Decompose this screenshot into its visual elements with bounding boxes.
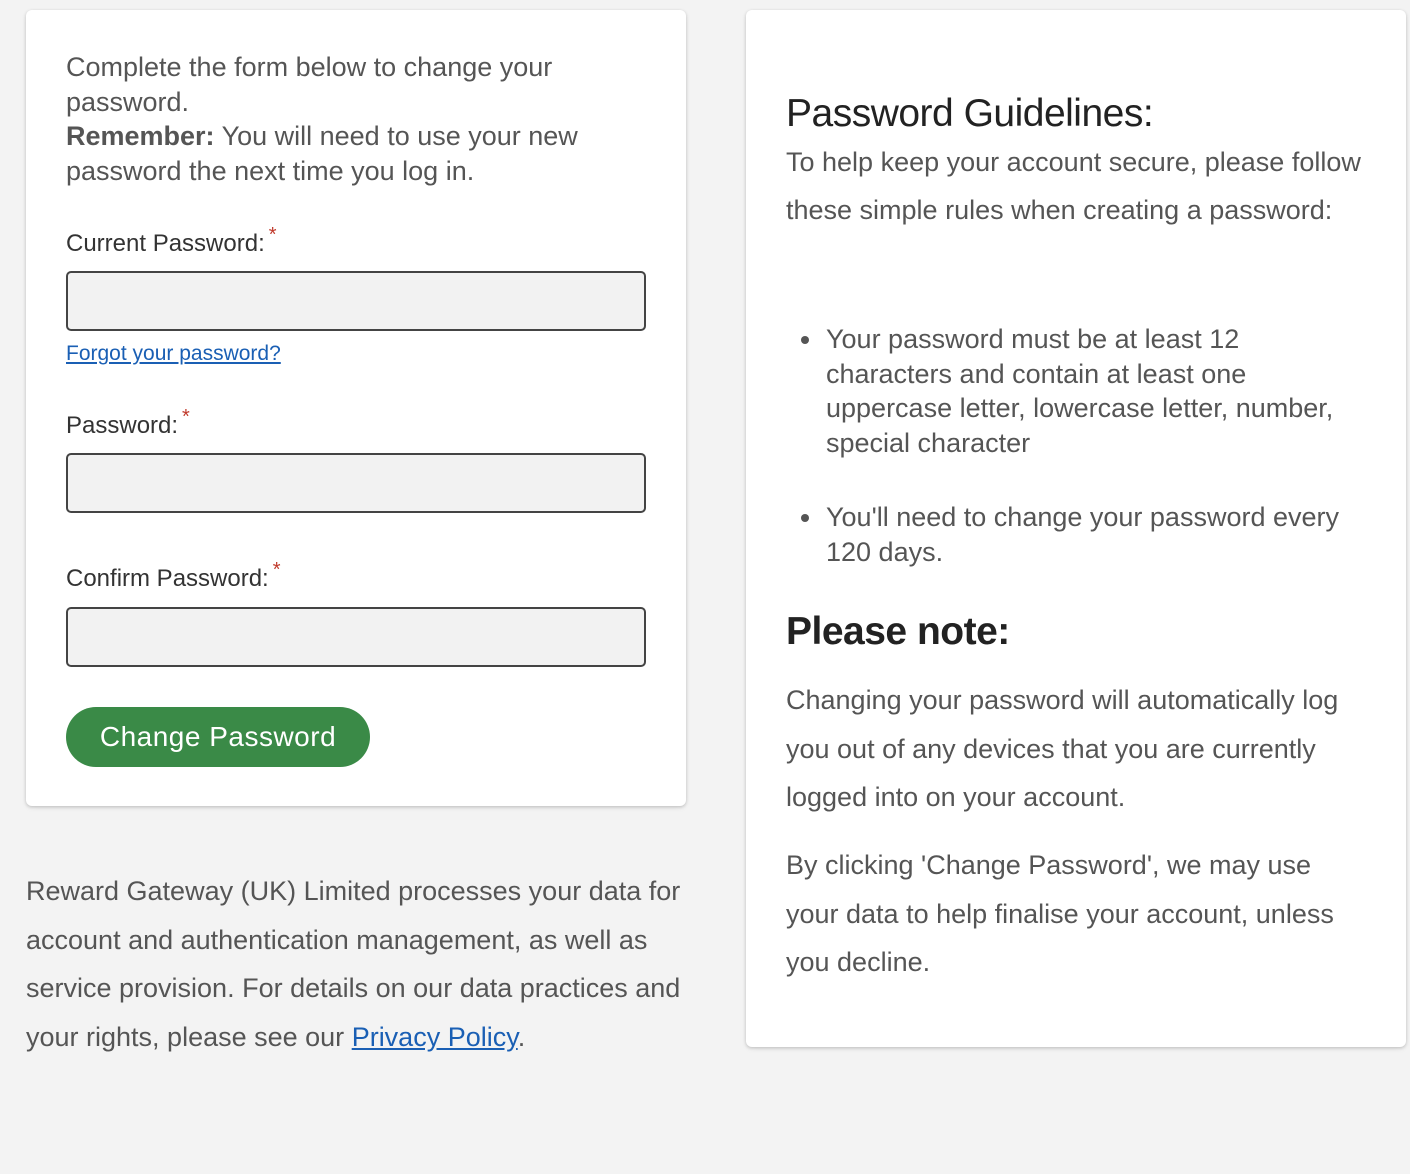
forgot-password-link[interactable]: Forgot your password? (66, 342, 281, 365)
confirm-password-label (66, 559, 281, 593)
guideline-item: Your password must be at least 12 characters and contain at least one uppercase letter, lowercase letter, number, special character (786, 322, 1366, 460)
privacy-suffix: . (517, 1021, 526, 1052)
privacy-notice (26, 867, 696, 1061)
privacy-policy-link[interactable]: Privacy Policy (351, 1021, 518, 1052)
remember-label: Remember: (66, 121, 215, 151)
intro-text: Complete the form below to change your password. (66, 52, 553, 117)
required-asterisk: * (268, 224, 277, 246)
privacy-text: Reward Gateway (UK) Limited processes your data for account and authentication management, as well as service provision. For details on our data practices and your rights, please see our (26, 876, 681, 1052)
change-password-button[interactable]: Change Password (66, 707, 370, 767)
guidelines-intro: To help keep your account secure, please follow these simple rules when creating a password: (786, 147, 1361, 225)
confirm-password-input[interactable] (66, 607, 646, 667)
required-asterisk: * (272, 559, 281, 581)
note-paragraph: Changing your password will automatically log you out of any devices that you are currently logged into on your account. (786, 685, 1339, 812)
current-password-label (66, 224, 277, 258)
guidelines-title: Password Guidelines: (786, 92, 1154, 135)
password-guidelines-card (746, 10, 1406, 1047)
confirm-password-label-text: Confirm Password: (66, 565, 269, 592)
password-label-text: Password: (66, 412, 179, 439)
remember-text: You will need to use your new password the next time you log in. (66, 121, 578, 186)
guideline-item: You'll need to change your password every 120 days. (786, 500, 1366, 569)
password-label (66, 406, 190, 440)
note-title: Please note: (786, 610, 1010, 653)
note-paragraph: By clicking 'Change Password', we may use your data to help finalise your account, unless you decline. (786, 850, 1334, 977)
form-intro (66, 50, 646, 188)
current-password-input[interactable] (66, 271, 646, 331)
required-asterisk: * (182, 406, 190, 428)
current-password-label-text: Current Password: (66, 230, 265, 257)
change-password-card (26, 10, 686, 806)
guidelines-list (786, 322, 1366, 609)
new-password-input[interactable] (66, 453, 646, 513)
